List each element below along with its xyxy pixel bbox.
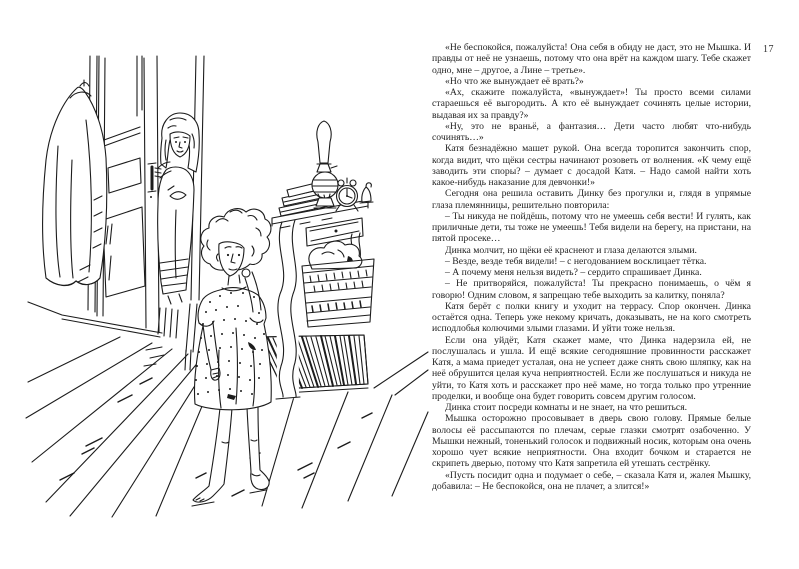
paragraph: «Но что же вынуждает её врать?» [445,75,584,87]
paragraph: – Ты никуда не пойдёшь, потому что не умеешь себя вести! И гулять, как приличные дети, ты тоже не умеешь! Тебя видели на берегу, на пристани, на пятой просеке… [432,210,751,245]
standing-girl [192,209,271,506]
paragraph: Динка молчит, но щёки её краснеют и глаза делаются злыми. [445,244,697,256]
paragraph: Сегодня она решила оставить Динку без прогулки и, глядя в упрямые глаза племянницы, решительно повторила: [432,188,751,211]
paragraph: – А почему меня нельзя видеть? – сердито спрашивает Динка. [445,267,702,278]
peeking-girl [155,113,199,304]
alarm-clock [336,178,358,211]
paragraph: «Не беспокойся, пожалуйста! Она себя в обиду не даст, это не Мышка. И правды от неё не узнаешь, потому что она врёт на каждом шагу. Тебе скажет одно, мне – другое, а Лине – третье». [432,42,751,76]
book-illustration [0,50,430,520]
hanging-coat [43,80,107,286]
paragraph: Динка стоит посреди комнаты и не знает, на что решиться. [445,402,688,413]
paragraph: Катя берёт с полки книгу и уходит на террасу. Спор окончен. Динка остаётся одна. Теперь уже некому кричать, доказывать, не на кого смотреть исподлобья колючими злыми глазами. И уйти тоже нельзя. [432,300,751,335]
page-number: 17 [763,44,774,55]
paragraph: «Ну, это не враньё, а фантазия… Дети часто любят что-нибудь сочинять…» [432,120,751,143]
paragraph: – Не притворяйся, пожалуйста! Ты прекрасно понимаешь, о чём я говорю! Одним словом, я запрещаю тебе выходить за калитку, поняла? [432,278,751,301]
striped-rug [258,335,368,393]
small-bell [360,183,373,203]
paragraph: Мышка осторожно просовывает в дверь свою голову. Прямые белые волосы её рассыпаются по плечам, серые глазки смотрят озабоченно. У Мышки нежный, тоненький голосок и подвижный носик, которым она очень хорошо чует всякие неприятности. Она входит бочком и старается не скрипеть дверью, потому что Катя запретила ей утешать сестрёнку. [432,413,751,470]
paragraph: «Ах, скажите пожалуйста, «вынуждает»! Ты просто всеми силами стараешься её выгородить. А кто её вынуждает сочинять целые истории, выдавая их за правду?» [432,87,751,121]
paragraph: Если она уйдёт, Катя скажет маме, что Динка надерзила ей, не послушалась и ушла. И ещё всякие сегодняшние провинности расскажет Катя, а мама приедет усталая, она не успеет даже снять свою шляпку, как на неё обрушится целая куча неприятностей. Если же послушаться и никуда не уйти, то Катя хоть и расскажет про неё маме, но тогда только про утренние проделки, и вообще она будет говорить совсем другим голосом. [432,334,751,402]
paragraph: – Везде, везде тебя видели! – с негодованием восклицает тётка. [445,255,707,267]
paragraph: «Пусть посидит одна и подумает о себе, – сказала Катя и, жалея Мышку, добавила: – Не беспокойся, она не плачет, а злится!» [432,469,751,492]
kerosene-lamp [312,121,338,208]
body-text-column [432,42,751,492]
paragraph: Катя безнадёжно машет рукой. Она всегда торопится закончить спор, когда видит, что щёки сестры начинают розоветь от волнения. «К чему ещё заводить эти споры? – думает с досадой Катя. – Надо самой найти хоть какое-нибудь наказание для девчонки!» [432,143,751,188]
wicker-basket [302,241,374,327]
